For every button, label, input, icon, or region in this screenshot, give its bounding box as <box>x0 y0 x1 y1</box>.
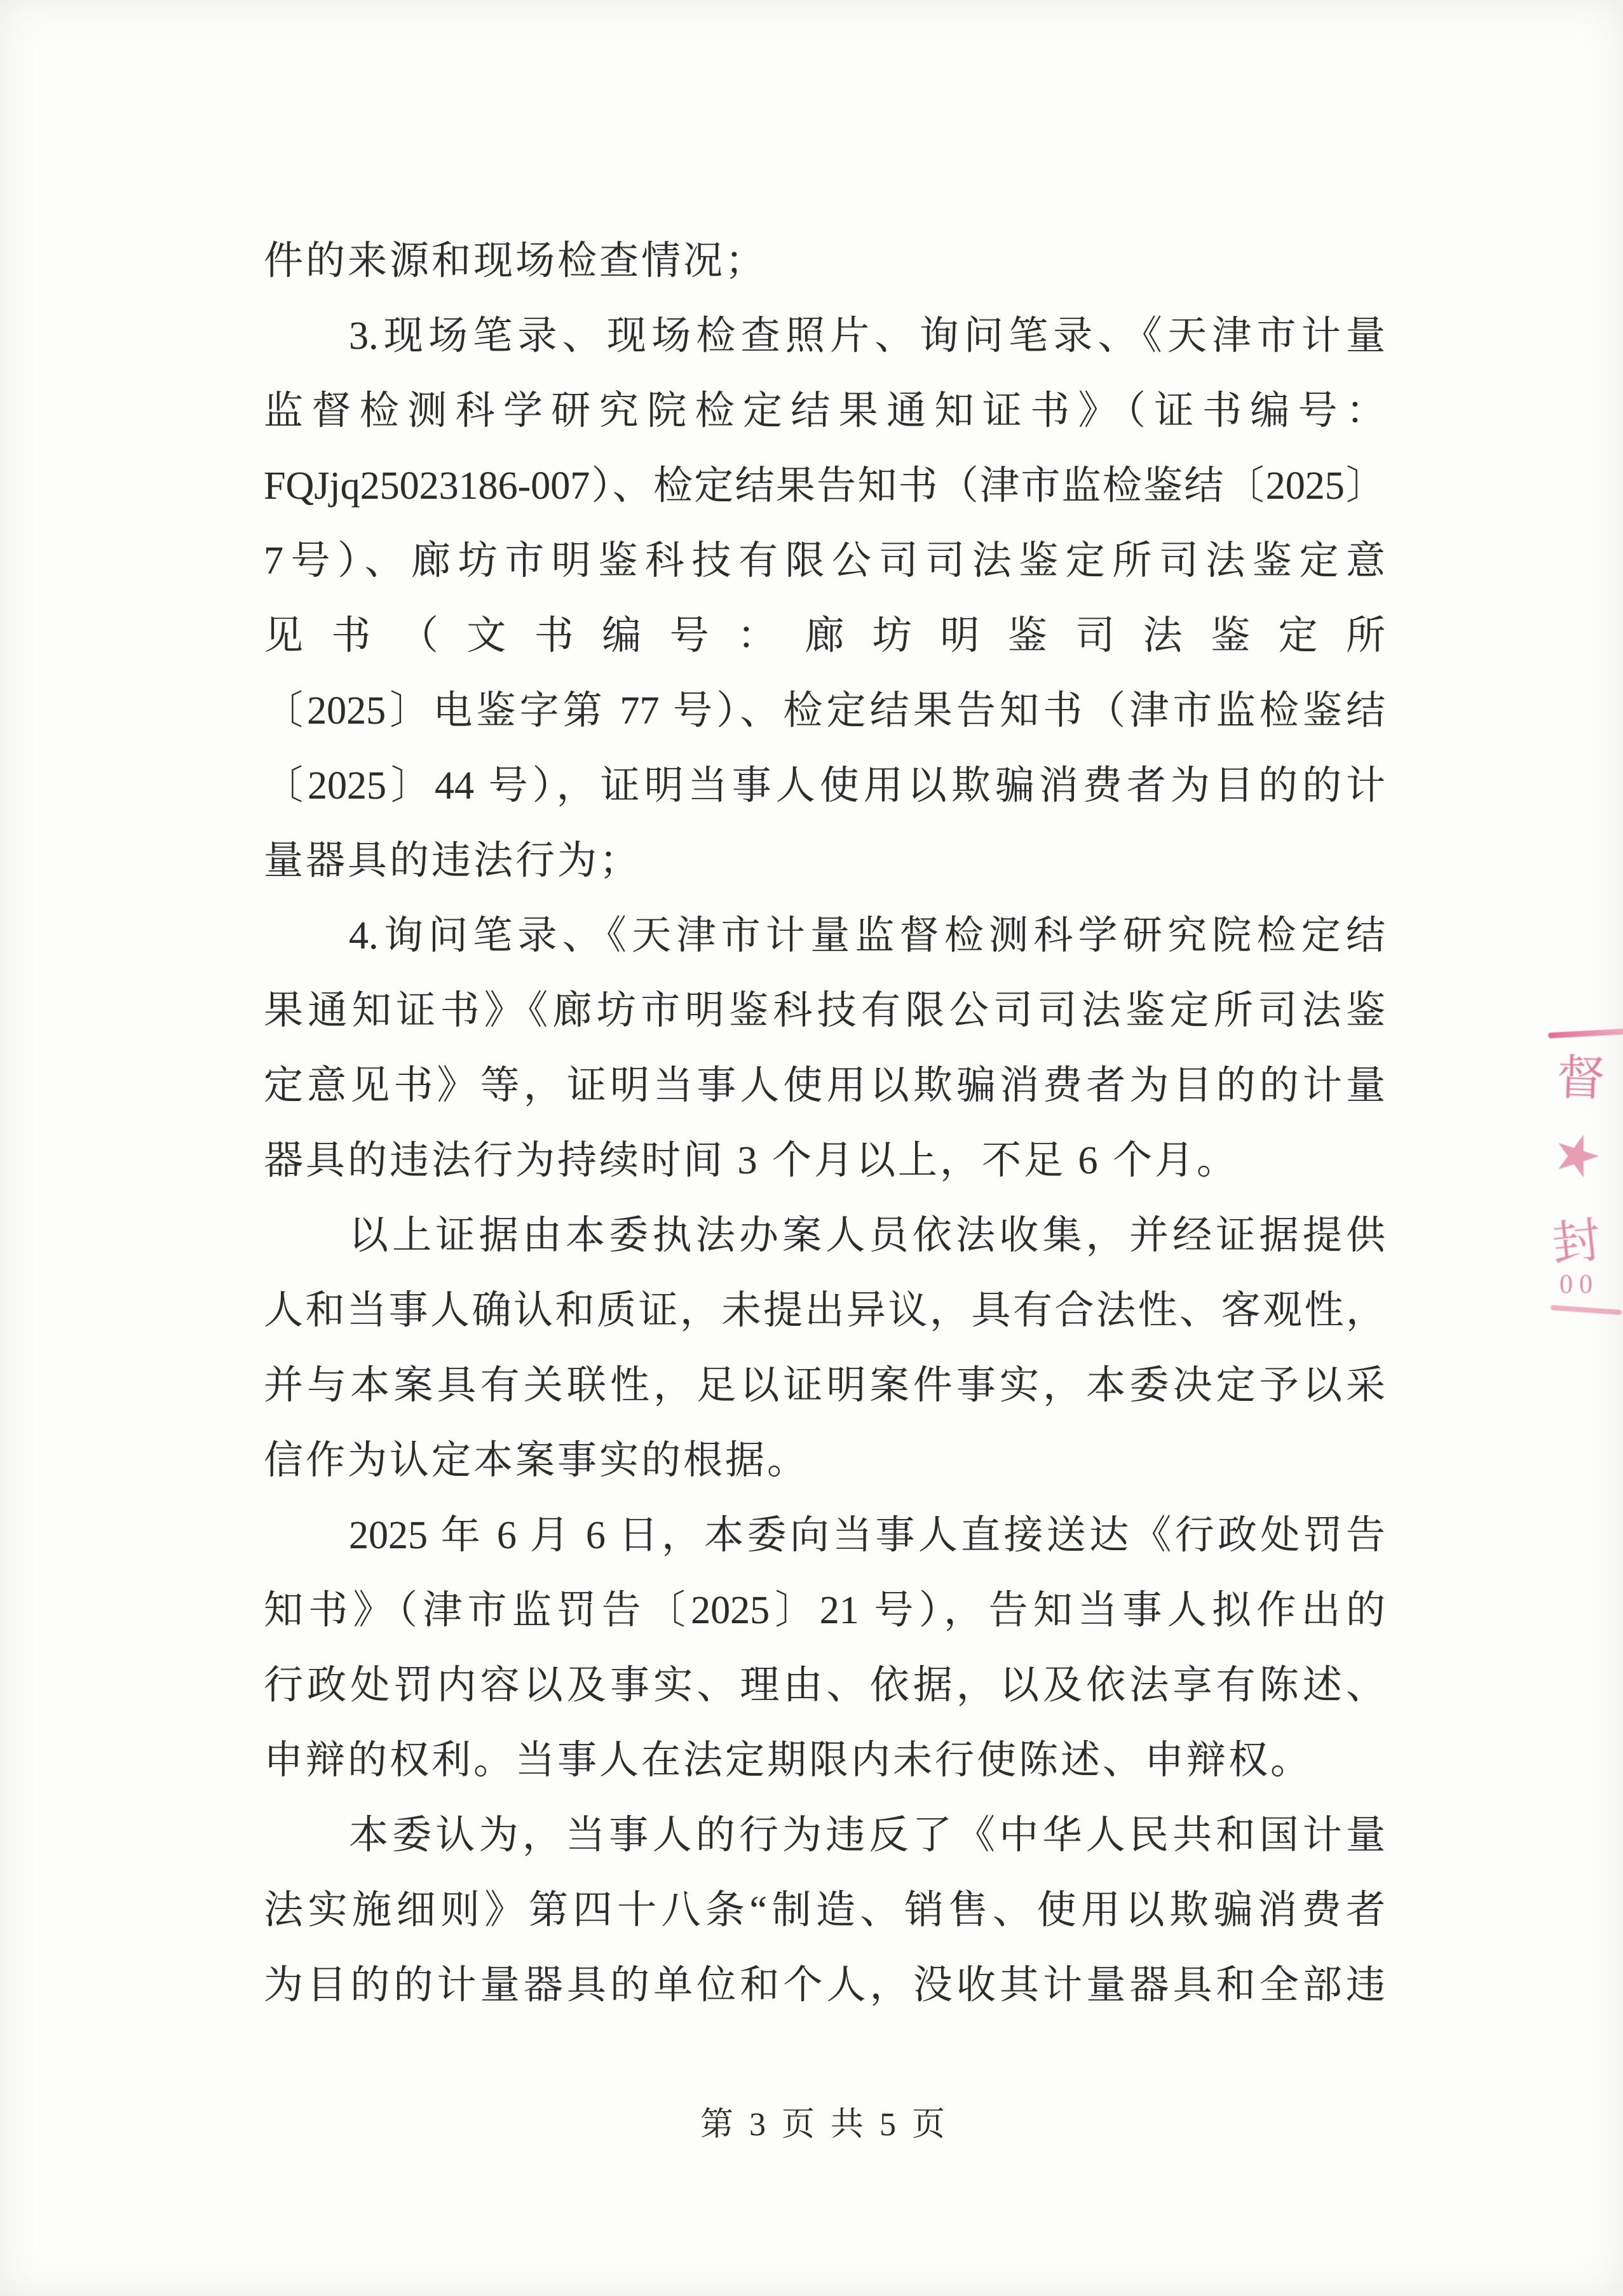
stamp-character-du: 督 <box>1556 1051 1606 1107</box>
text-line: 果通知证书》《廊坊市明鉴科技有限公司司法鉴定所司法鉴 <box>264 989 1385 1032</box>
text-line: 并与本案具有关联性，足以证明案件事实，本委决定予以采 <box>264 1364 1385 1407</box>
stamp-star-icon: ★ <box>1543 1119 1610 1193</box>
text-line: 监督检测科学研究院检定结果通知证书》（证书编号： <box>264 389 1385 433</box>
page-number: 第 3 页 共 5 页 <box>700 2107 949 2143</box>
text-line: 法实施细则》第四十八条“制造、销售、使用以欺骗消费者 <box>264 1889 1385 1932</box>
stamp-serial-digits: 00 <box>1559 1270 1599 1299</box>
text-line: 行政处罚内容以及事实、理由、依据，以及依法享有陈述、 <box>264 1664 1385 1707</box>
text-line: 件的来源和现场检查情况； <box>264 240 768 283</box>
text-line: 为目的的计量器具的单位和个人，没收其计量器具和全部违 <box>264 1964 1385 2007</box>
text-line: 以上证据由本委执法办案人员依法收集，并经证据提供 <box>349 1214 1385 1257</box>
text-line: 器具的违法行为持续时间 3 个月以上，不足 6 个月。 <box>264 1139 1239 1182</box>
text-line: 信作为认定本案事实的根据。 <box>264 1439 810 1482</box>
text-line: 3.现场笔录、现场检查照片、询问笔录、《天津市计量 <box>349 314 1385 358</box>
text-line: 定意见书》等，证明当事人使用以欺骗消费者为目的的计量 <box>264 1064 1385 1107</box>
text-line: 申辩的权利。当事人在法定期限内未行使陈述、申辩权。 <box>264 1739 1313 1782</box>
text-line: 〔2025〕44 号），证明当事人使用以欺骗消费者为目的的计 <box>264 764 1385 807</box>
text-line: 见书（文书编号：廊坊明鉴司法鉴定所 <box>264 614 1385 658</box>
text-line: FQJjq25023186-007）、检定结果告知书（津市监检鉴结〔2025〕 <box>264 464 1385 508</box>
text-line: 2025 年 6 月 6 日，本委向当事人直接送达《行政处罚告 <box>349 1514 1385 1557</box>
text-line: 知书》（津市监罚告〔2025〕21 号），告知当事人拟作出的 <box>264 1589 1385 1632</box>
text-line: 〔2025〕电鉴字第 77 号）、检定结果告知书（津市监检鉴结 <box>264 689 1385 733</box>
text-line: 人和当事人确认和质证，未提出异议，具有合法性、客观性， <box>264 1289 1385 1332</box>
body-text <box>264 224 1385 2023</box>
text-line: 7号）、廊坊市明鉴科技有限公司司法鉴定所司法鉴定意 <box>264 539 1385 583</box>
stamp-ink-smear-bottom <box>1551 1305 1622 1315</box>
text-line: 本委认为，当事人的行为违反了《中华人民共和国计量 <box>349 1814 1385 1857</box>
text-line: 4.询问笔录、《天津市计量监督检测科学研究院检定结 <box>349 914 1385 957</box>
stamp-ink-smear-top <box>1548 1028 1623 1038</box>
stamp-character-feng: 封 <box>1549 1213 1603 1272</box>
red-seal-stamp <box>1515 1010 1623 1328</box>
text-line: 量器具的违法行为； <box>264 839 642 882</box>
